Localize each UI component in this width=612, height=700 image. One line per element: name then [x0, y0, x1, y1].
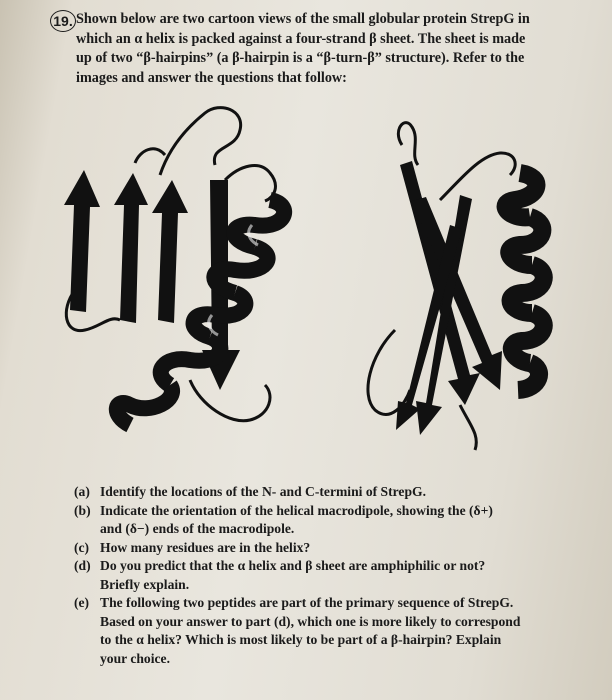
loop-top-right	[225, 166, 275, 201]
alpha-helix	[117, 200, 284, 425]
question-text: Identify the locations of the N- and C-termini of StrepG.	[100, 484, 426, 499]
protein-cartoon-side-view	[368, 123, 544, 450]
question-text: to the α helix? Which is most likely to be part of a β-hairpin? Explain	[100, 632, 502, 647]
loop-top	[160, 108, 241, 175]
loop-top-right-view	[398, 123, 418, 165]
question-text: your choice.	[100, 650, 170, 666]
loop-bottom-left-view	[368, 330, 410, 414]
question-label: (c)	[74, 539, 90, 555]
question-label: (b)	[74, 502, 91, 518]
question-label: (e)	[74, 595, 90, 610]
question-e	[74, 594, 574, 668]
loop-upper-left	[135, 149, 165, 163]
question-text: How many residues are in the helix?	[100, 539, 311, 555]
question-text: Do you predict that the α helix and β sheet are amphiphilic or not?	[100, 558, 486, 573]
beta-strand-3	[152, 180, 188, 323]
beta-strand-2	[114, 173, 148, 323]
loop-upper-right-view	[440, 153, 515, 200]
problem-intro	[76, 10, 566, 88]
question-c	[74, 539, 574, 558]
intro-line: which an α helix is packed against a four-strand β sheet. The sheet is made	[76, 30, 526, 47]
question-b	[74, 502, 574, 539]
question-d	[74, 557, 574, 594]
question-label: (a)	[74, 484, 90, 499]
alpha-helix-side	[506, 173, 544, 390]
question-text: The following two peptides are part of the primary sequence of StrepG.	[100, 595, 514, 610]
question-text: Indicate the orientation of the helical macrodipole, showing the (δ+)	[100, 502, 493, 518]
question-text: and (δ−) ends of the macrodipole.	[100, 521, 295, 536]
loop-bottom	[190, 380, 270, 421]
problem-number-badge: 19.	[50, 10, 76, 32]
loop-bottom-right-view	[460, 405, 476, 450]
question-text: Based on your answer to part (d), which one is more likely to correspond	[100, 613, 521, 629]
strepg-cartoon-figure	[40, 105, 580, 470]
beta-strand-1	[64, 170, 100, 312]
intro-line: images and answer the questions that follow:	[76, 69, 347, 86]
question-label: (d)	[74, 558, 91, 573]
question-a	[74, 483, 574, 502]
protein-cartoon-front-view	[64, 108, 284, 425]
question-text: Briefly explain.	[100, 576, 190, 592]
intro-line: Shown below are two cartoon views of the small globular protein StrepG in	[76, 11, 530, 27]
intro-line: up of two “β-hairpins” (a β-hairpin is a “β-turn-β” structure). Refer to the	[76, 50, 525, 66]
question-list	[74, 483, 574, 668]
